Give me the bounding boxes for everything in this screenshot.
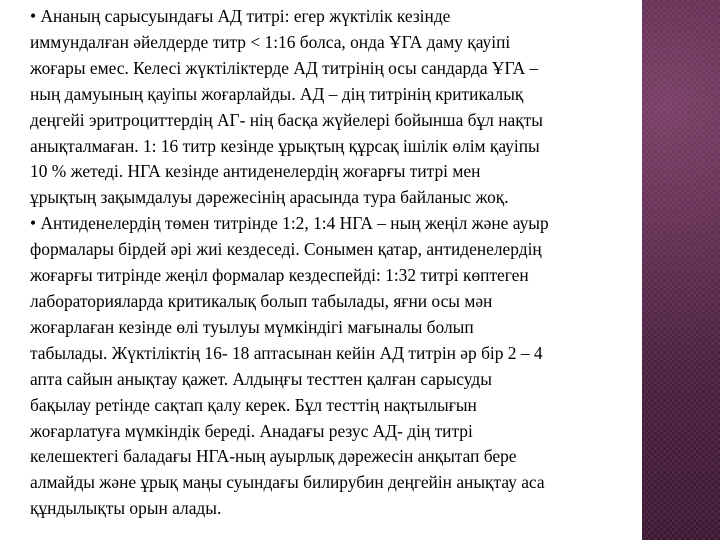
text-line: жоғарлаған кезінде өлі туылуы мүмкіндігі мағыналы болып	[30, 316, 474, 337]
text-line: апта сайын анықтау қажет. Алдыңғы тесттен қалған сарысуды	[30, 368, 492, 389]
slide-text-body	[30, 4, 682, 522]
text-line: жоғарлатуға мүмкіндік береді. Анадағы резус АД- дің титрі	[30, 420, 473, 441]
text-line	[30, 4, 682, 30]
text-line: бақылау ретінде сақтап қалу керек. Бұл тесттің нақтылығын	[30, 394, 477, 415]
text-line: табылады. Жүктіліктің 16- 18 аптасынан кейін АД титрін әр бір 2 – 4	[30, 342, 543, 363]
text-line: алмайды және ұрық маңы суындағы билирубин деңгейін анықтау аса	[30, 472, 545, 493]
bullet-icon: •	[30, 6, 37, 26]
text-line: ның дамуының қауіпы жоғарлайды. АД – дің титрінің критикалық	[30, 83, 524, 104]
text-line: иммундалған әйелдерде титр < 1:16 болса, онда ҰГА даму қауіпі	[30, 31, 511, 52]
text-line: 10 % жетеді. НГА кезінде антиденелердің жоғарғы титрі мен	[30, 161, 481, 182]
text-line: деңгейі эритроциттердің АГ- нің басқа жүйелері бойынша бұл нақты	[30, 109, 543, 130]
bullet-paragraph-2	[30, 211, 682, 522]
line-text: Ананың сарысуындағы АД титрі: егер жүктілік кезінде	[40, 6, 451, 26]
text-line: жоғары емес. Келесі жүктіліктерде АД титрінің осы сандарда ҰГА –	[30, 57, 539, 78]
text-line	[30, 211, 682, 237]
text-line: формалары бірдей әрі жиі кездеседі. Сонымен қатар, антиденелердің	[30, 239, 542, 260]
line-text: Антиденелердің төмен титрінде 1:2, 1:4 НГА – ның жеңіл және ауыр	[40, 213, 549, 234]
bullet-paragraph-1	[30, 4, 682, 211]
bullet-icon: •	[30, 213, 37, 234]
text-line: лабораторияларда критикалық болып табылады, яғни осы мән	[30, 290, 493, 311]
text-line: құндылықты орын алады.	[30, 498, 222, 519]
text-line: ұрықтың зақымдалуы дәрежесінің арасында тура байланыс жоқ.	[30, 187, 509, 208]
text-line: келешектегі баладағы НГА-ның ауырлық дәрежесін анқытап бере	[30, 446, 517, 467]
text-line: анықталмаған. 1: 16 титр кезінде ұрықтың құрсақ ішілік өлім қауіпы	[30, 135, 540, 156]
text-line: жоғарғы титрінде жеңіл формалар кездеспейді: 1:32 титрі көптеген	[30, 265, 529, 286]
